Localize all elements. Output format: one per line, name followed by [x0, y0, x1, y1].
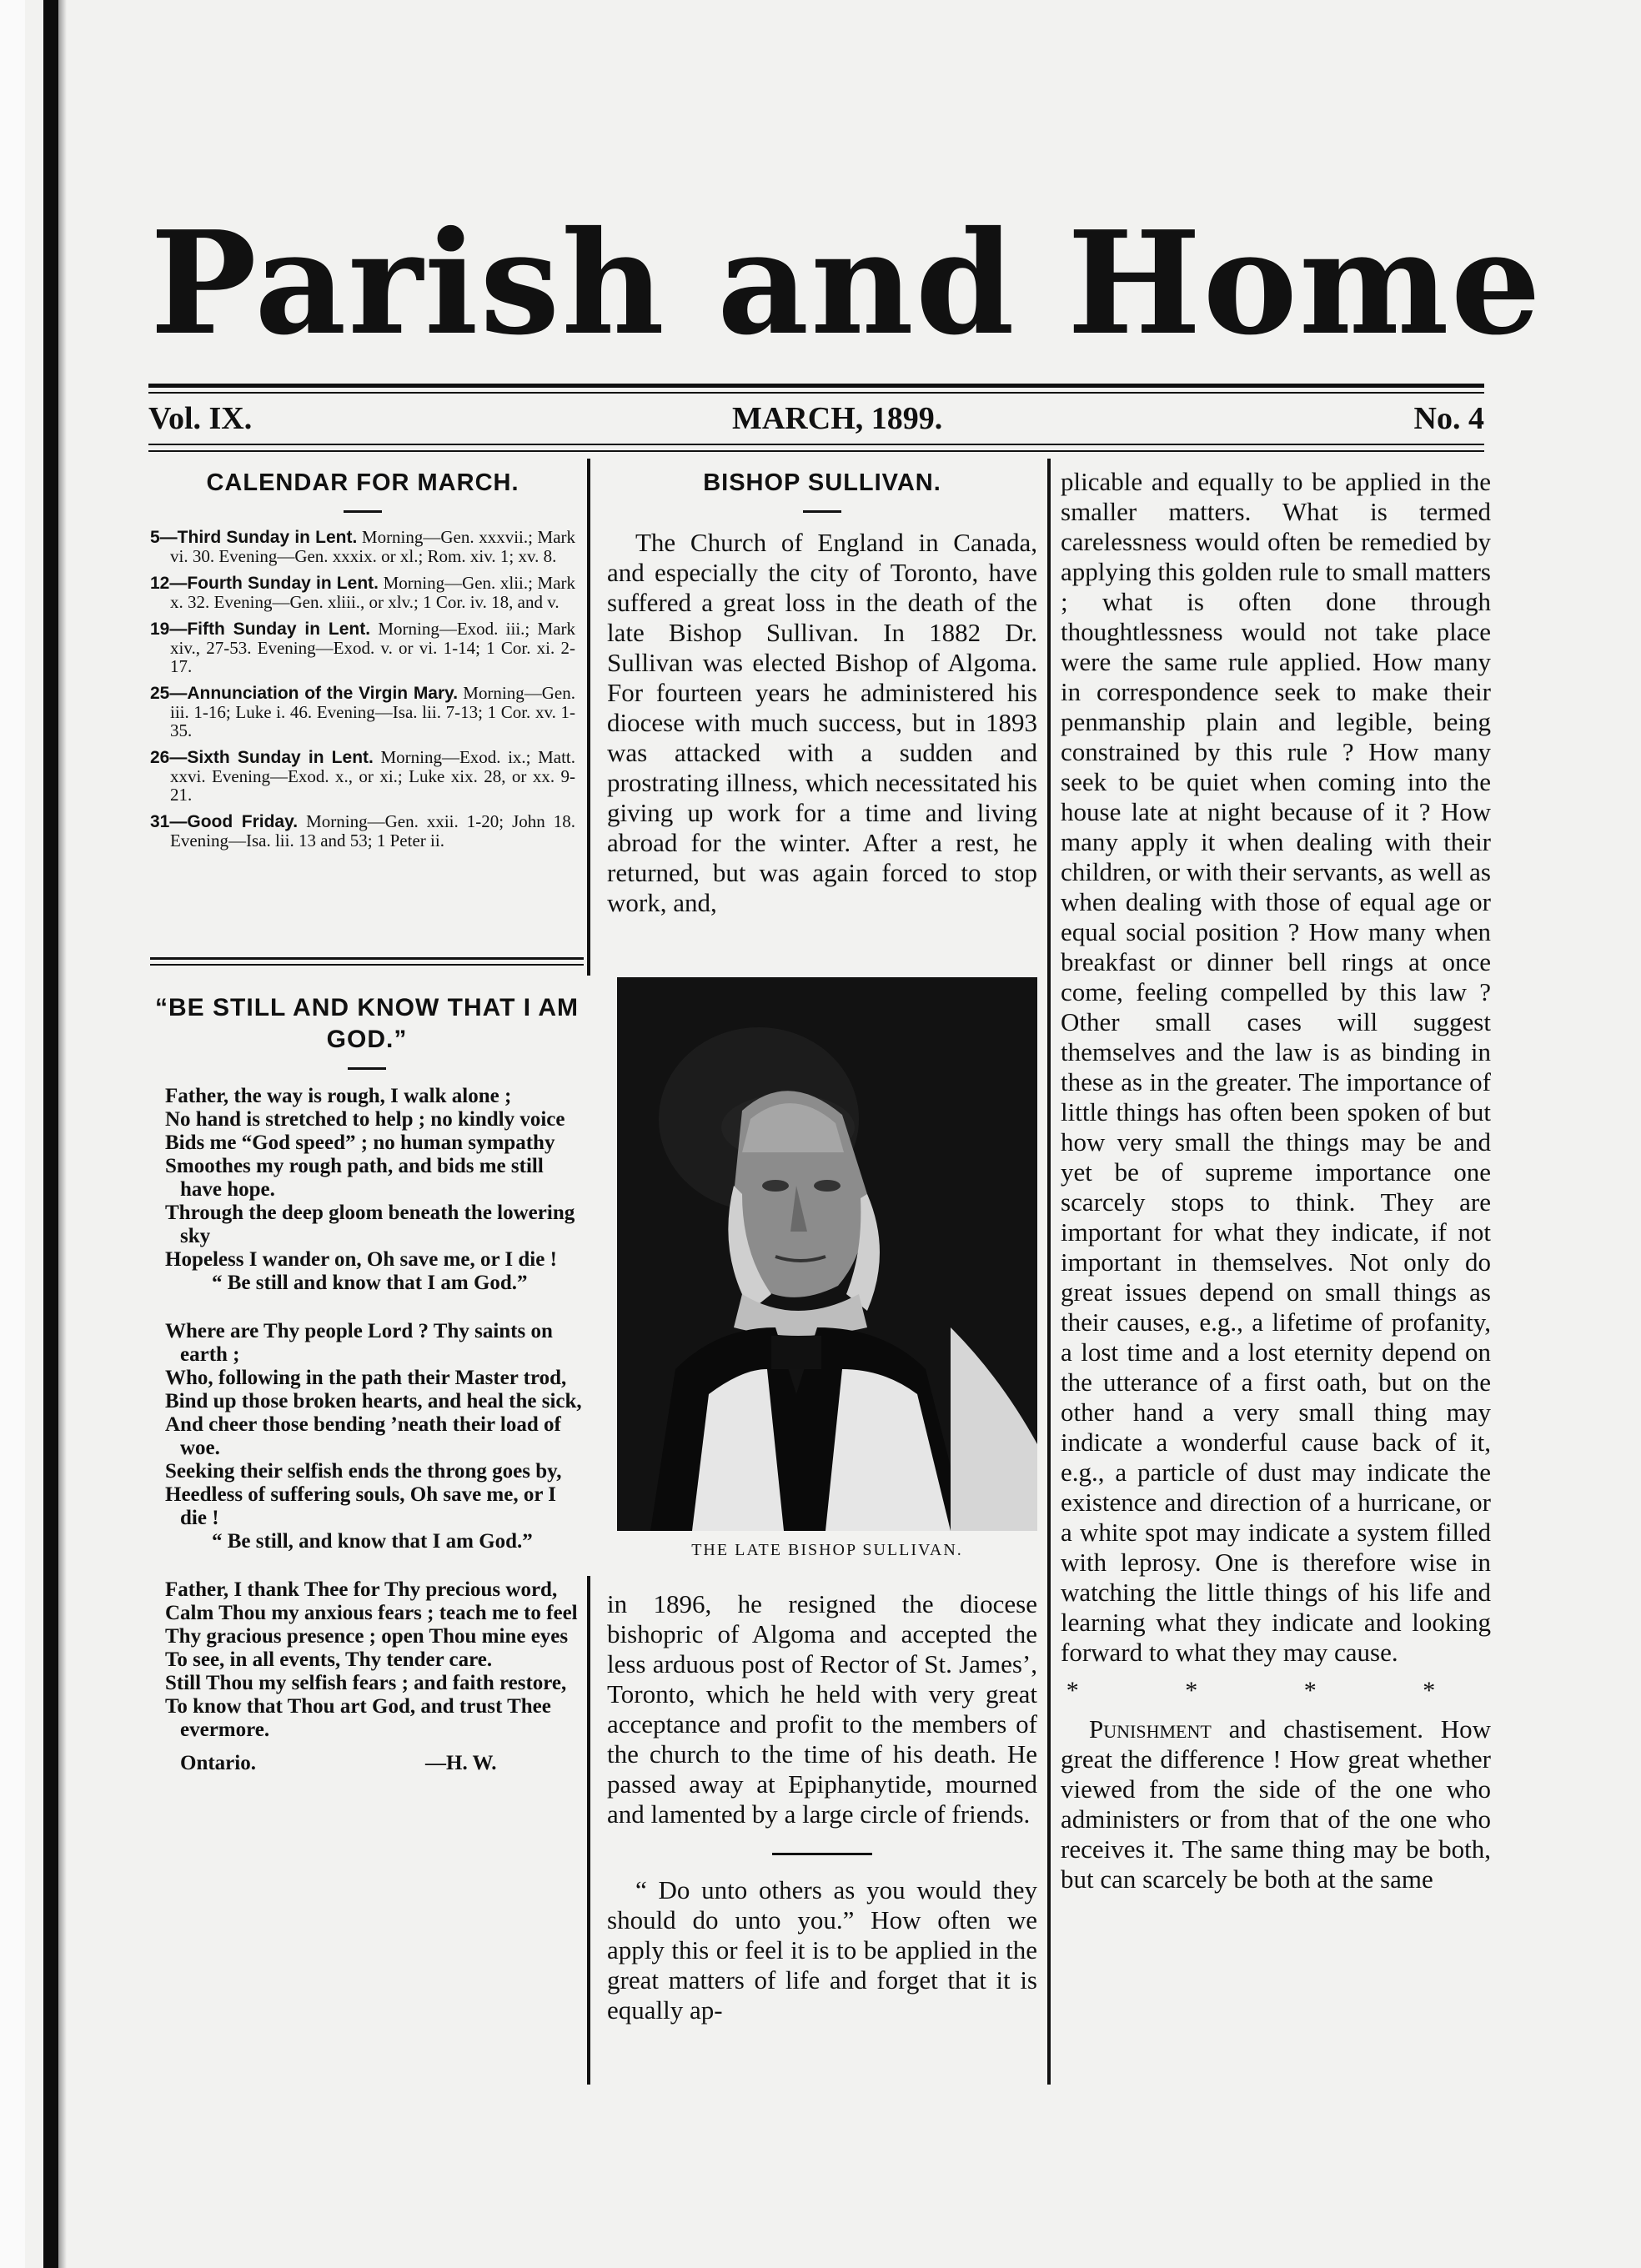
poem-line: To know that Thou art God, and trust Thee evermore.	[165, 1695, 551, 1741]
calendar-entry: 19—Fifth Sunday in Lent. Morning—Exod. iii.; Mark xiv., 27-53. Evening—Exod. v. or vi. 1-14; 1 Cor. xi. 2-17.	[150, 619, 576, 676]
poem-signature-line	[150, 1749, 584, 1775]
section-rule-2	[150, 964, 584, 966]
masthead-rule-thin	[148, 392, 1484, 394]
masthead-rule	[148, 384, 1484, 388]
poem-line: Who, following in the path their Master trod,	[165, 1367, 567, 1389]
punishment-lead: Punishment	[1089, 1714, 1212, 1744]
poem-line: Bids me “God speed” ; no human sympathy	[165, 1131, 555, 1154]
issue-line	[148, 400, 1484, 442]
column-divider-left	[587, 459, 590, 976]
article-divider	[772, 1853, 872, 1855]
poem-refrain: “ Be still, and know that I am God.”	[212, 1530, 533, 1553]
issue-number: No. 4	[1413, 401, 1484, 436]
poem-section	[150, 992, 584, 1775]
masthead-title: Parish and Home	[150, 200, 1543, 367]
portrait-caption: THE LATE BISHOP SULLIVAN.	[691, 1541, 963, 1559]
volume-label: Vol. IX.	[148, 401, 253, 436]
poem-refrain: “ Be still and know that I am God.”	[212, 1272, 528, 1294]
article-paragraph: The Church of England in Canada, and especially the city of Toronto, have suffered a great loss in the death of the late Bishop Sullivan. In 1882 Dr. Sullivan was elected Bishop of Algoma. For fourteen years he administered his diocese with much success, but in 1893 was attacked with a sudden and prostrating illness, which necessitated his giving up work for a time and living abroad for the winter. After a rest, he returned, but was again forced to stop work, and,	[607, 528, 1037, 917]
golden-rule-column	[1061, 467, 1491, 1894]
poem-line: No hand is stretched to help ; no kindly voice	[165, 1108, 565, 1131]
column-paragraph	[1061, 1714, 1491, 1894]
calendar-entry: 12—Fourth Sunday in Lent. Morning—Gen. xlii.; Mark x. 32. Evening—Gen. xliii., or xlv.; 1 Cor. iv. 18, and v.	[150, 573, 576, 612]
article-heading: BISHOP SULLIVAN.	[703, 469, 941, 496]
poem-line: Still Thou my selfish fears ; and faith restore,	[165, 1672, 567, 1694]
poem-line: Calm Thou my anxious fears ; teach me to feel	[165, 1602, 578, 1624]
poem-line: Seeking their selfish ends the throng goes by,	[165, 1460, 562, 1483]
portrait-image	[617, 977, 1037, 1531]
calendar-section	[150, 467, 575, 858]
poem-line: Smoothes my rough path, and bids me still have hope.	[165, 1155, 544, 1201]
scan-margin	[0, 0, 25, 2268]
scan-binding-bar	[43, 0, 58, 2268]
calendar-entry: 5—Third Sunday in Lent. Morning—Gen. xxxvii.; Mark vi. 30. Evening—Gen. xxxix. or xl.; Rom. xiv. 1; xv. 8.	[150, 527, 576, 566]
bishop-article-top	[607, 467, 1037, 918]
heading-dash	[803, 510, 841, 513]
calendar-entry: 25—Annunciation of the Virgin Mary. Morning—Gen. iii. 1-16; Luke i. 46. Evening—Isa. lii. 7-13; 1 Cor. xv. 1-35.	[150, 683, 576, 740]
poem-line: Father, the way is rough, I walk alone ;	[165, 1085, 512, 1107]
article-paragraph: “ Do unto others as you would they should do unto you.” How often we apply this or feel it is to be applied in the great matters of life and forget that it is equally ap-	[607, 1875, 1037, 2025]
article-paragraph: in 1896, he resigned the diocese bishopric of Algoma and accepted the less arduous post of Rector of St. James’, Toronto, which he held with very great acceptance and profit to the members of the church to the time of his death. He passed away at Epiphanytide, mourned and lamented by a large circle of friends.	[607, 1589, 1037, 1829]
scan-shadow	[58, 0, 67, 2268]
issue-date: MARCH, 1899.	[732, 401, 943, 436]
poem-place: Ontario.	[180, 1752, 256, 1774]
poem-line: And cheer those bending ’neath their load of woe.	[165, 1413, 561, 1459]
bishop-article-bottom	[607, 1589, 1037, 2025]
poem-line: Through the deep gloom beneath the lowering sky	[165, 1202, 575, 1247]
poem-heading: “BE STILL AND KNOW THAT I AM GOD.”	[155, 994, 579, 1053]
section-stars: * * * *	[1066, 1677, 1486, 1704]
poem-line: Hopeless I wander on, Oh save me, or I die !	[165, 1248, 557, 1271]
issue-rule-2	[148, 450, 1484, 452]
issue-rule	[148, 444, 1484, 445]
poem-line: Where are Thy people Lord ? Thy saints on earth ;	[165, 1320, 553, 1366]
calendar-entry: 26—Sixth Sunday in Lent. Morning—Exod. ix.; Matt. xxvi. Evening—Exod. x., or xi.; Luke xix. 28, or xx. 9-21.	[150, 747, 575, 805]
section-rule	[150, 957, 584, 960]
poem-line: Father, I thank Thee for Thy precious word,	[165, 1578, 558, 1601]
heading-dash	[344, 510, 382, 513]
column-divider-right	[1047, 459, 1051, 2085]
poem-line: Thy gracious presence ; open Thou mine eyes	[165, 1625, 569, 1648]
poem-line: Bind up those broken hearts, and heal the sick,	[165, 1390, 582, 1412]
column-divider-left-lower	[587, 1576, 590, 2085]
heading-dash	[348, 1067, 386, 1070]
bishop-portrait	[617, 977, 1037, 1531]
punishment-text: and chastisement. How great the difference ! How great whether viewed from the side of the one who administers or from that of the one who receives it. The same thing may be both, but can scarcely be both at the same	[1061, 1714, 1491, 1894]
poem-line: To see, in all events, Thy tender care.	[165, 1648, 493, 1671]
calendar-entry: 31—Good Friday. Morning—Gen. xxii. 1-20; John 18. Evening—Isa. lii. 13 and 53; 1 Peter ii.	[150, 811, 576, 850]
column-paragraph: plicable and equally to be applied in the smaller matters. What is termed carelessness would often be remedied by applying this golden rule to small matters ; what is often done through thoughtlessness would not take place were the same rule applied. How many in correspondence seek to make their penmanship plain and legible, being constrained by this rule ? How many seek to be quiet when coming into the house late at night because of it ? How many apply it when dealing with their children, or with their servants, as well as when dealing with those of equal age or equal social position ? How many when breakfast or dinner bell rings at once come, feeling compelled by this law ? Other small cases will suggest themselves and the law is as binding in these as in the greater. The importance of little things has often been spoken of but how very small the things may be and yet be of supreme importance one scarcely stops to think. They are important for what they indicate, if not important in themselves. Not only do great issues depend on small things as their causes, e.g., a lifetime of profanity, a lost time and a lost eternity depend on the utterance of a first oath, but on the other hand a very small thing may indicate a wonderful cause back of it, e.g., a particle of dust may indicate the existence and direction of a hurricane, or a white spot may indicate a system filled with leprosy. One is therefore wise in watching the little things of his life and learning what they indicate and looking forward to what they may cause.	[1061, 467, 1491, 1667]
calendar-heading: CALENDAR FOR MARCH.	[206, 469, 519, 496]
poem-signature: —H. W.	[425, 1752, 497, 1774]
poem-line: Heedless of suffering souls, Oh save me, or I die !	[165, 1483, 556, 1529]
